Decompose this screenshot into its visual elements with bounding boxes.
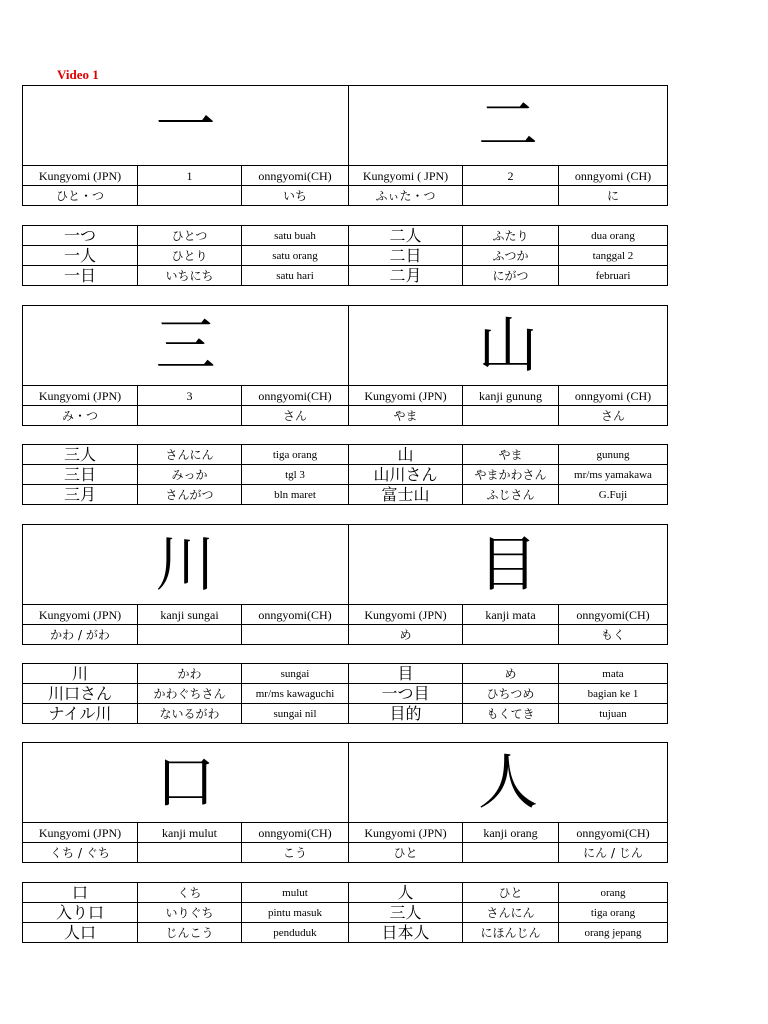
kanji-character: 山	[349, 306, 668, 386]
kunyomi-reading: かわ / がわ	[23, 625, 138, 645]
vocab-reading: ふたり	[463, 226, 559, 246]
vocab-word: 三人	[349, 903, 463, 923]
vocab-word: 入り口	[23, 903, 138, 923]
kunyomi-reading: ふぃた・つ	[349, 186, 463, 206]
vocab-reading: め	[463, 664, 559, 684]
kunyomi-label: Kungyomi (JPN)	[23, 823, 138, 843]
kunyomi-label: Kungyomi (JPN)	[23, 386, 138, 406]
vocab-reading: さんがつ	[138, 485, 242, 505]
kanji-meaning: kanji orang	[463, 823, 559, 843]
vocab-meaning: mata	[559, 664, 668, 684]
kunyomi-label: Kungyomi (JPN)	[349, 386, 463, 406]
vocab-row	[23, 883, 668, 903]
vocab-meaning: bagian ke 1	[559, 684, 668, 704]
vocab-word: 川口さん	[23, 684, 138, 704]
onyomi-reading: いち	[242, 186, 349, 206]
vocab-word: 一人	[23, 246, 138, 266]
kanji-character: 人	[349, 743, 668, 823]
kunyomi-reading: み・つ	[23, 406, 138, 426]
vocab-reading: いちにち	[138, 266, 242, 286]
kanji-meaning: 1	[138, 166, 242, 186]
vocab-meaning: tanggal 2	[559, 246, 668, 266]
kanji-card-3	[22, 524, 668, 645]
kunyomi-label: Kungyomi (JPN)	[349, 605, 463, 625]
vocab-row	[23, 266, 668, 286]
vocab-meaning: tgl 3	[242, 465, 349, 485]
vocab-reading: さんにん	[463, 903, 559, 923]
onyomi-label: onngyomi (CH)	[559, 386, 668, 406]
kanji-character: 川	[23, 525, 349, 605]
vocab-reading: ひちつめ	[463, 684, 559, 704]
vocab-word: 目	[349, 664, 463, 684]
vocab-word: 二日	[349, 246, 463, 266]
vocab-word: 二月	[349, 266, 463, 286]
kunyomi-reading: め	[349, 625, 463, 645]
vocab-meaning: orang	[559, 883, 668, 903]
vocab-row	[23, 903, 668, 923]
vocab-meaning: tiga orang	[242, 445, 349, 465]
kunyomi-reading: ひと・つ	[23, 186, 138, 206]
kunyomi-reading: ひと	[349, 843, 463, 863]
kanji-character: 一	[23, 86, 349, 166]
onyomi-reading: こう	[242, 843, 349, 863]
vocab-word: 三人	[23, 445, 138, 465]
vocab-reading: じんこう	[138, 923, 242, 943]
onyomi-reading: さん	[559, 406, 668, 426]
vocab-meaning: gunung	[559, 445, 668, 465]
kunyomi-label: Kungyomi (JPN)	[349, 823, 463, 843]
kanji-meaning: 3	[138, 386, 242, 406]
vocab-row	[23, 664, 668, 684]
vocab-reading: ひと	[463, 883, 559, 903]
vocab-word: 川	[23, 664, 138, 684]
vocab-reading: ふじさん	[463, 485, 559, 505]
vocab-meaning: tujuan	[559, 704, 668, 724]
vocab-meaning: tiga orang	[559, 903, 668, 923]
vocab-table-4	[22, 882, 668, 943]
vocab-meaning: dua orang	[559, 226, 668, 246]
vocab-meaning: orang jepang	[559, 923, 668, 943]
vocab-meaning: satu orang	[242, 246, 349, 266]
vocab-word: 口	[23, 883, 138, 903]
onyomi-reading: もく	[559, 625, 668, 645]
vocab-reading: にほんじん	[463, 923, 559, 943]
empty-cell	[463, 843, 559, 863]
kunyomi-label: Kungyomi (JPN)	[23, 166, 138, 186]
onyomi-reading: に	[559, 186, 668, 206]
kunyomi-label: Kungyomi ( JPN)	[349, 166, 463, 186]
kanji-meaning: 2	[463, 166, 559, 186]
onyomi-label: onngyomi(CH)	[242, 823, 349, 843]
vocab-meaning: satu hari	[242, 266, 349, 286]
vocab-reading: いりぐち	[138, 903, 242, 923]
kanji-character: 目	[349, 525, 668, 605]
onyomi-label: onngyomi(CH)	[242, 166, 349, 186]
vocab-meaning: pintu masuk	[242, 903, 349, 923]
vocab-reading: やまかわさん	[463, 465, 559, 485]
onyomi-label: onngyomi (CH)	[559, 166, 668, 186]
kunyomi-reading: やま	[349, 406, 463, 426]
vocab-row	[23, 445, 668, 465]
kanji-meaning: kanji mata	[463, 605, 559, 625]
onyomi-reading	[242, 625, 349, 645]
vocab-meaning: februari	[559, 266, 668, 286]
vocab-reading: かわ	[138, 664, 242, 684]
vocab-reading: ふつか	[463, 246, 559, 266]
vocab-reading: さんにん	[138, 445, 242, 465]
onyomi-label: onngyomi(CH)	[559, 823, 668, 843]
empty-cell	[463, 625, 559, 645]
vocab-meaning: penduduk	[242, 923, 349, 943]
vocab-row	[23, 465, 668, 485]
empty-cell	[138, 406, 242, 426]
vocab-reading: やま	[463, 445, 559, 465]
vocab-word: 三日	[23, 465, 138, 485]
kanji-meaning: kanji mulut	[138, 823, 242, 843]
vocab-meaning: mr/ms yamakawa	[559, 465, 668, 485]
vocab-row	[23, 684, 668, 704]
onyomi-reading: さん	[242, 406, 349, 426]
vocab-word: 一つ	[23, 226, 138, 246]
vocab-reading: くち	[138, 883, 242, 903]
vocab-meaning: mr/ms kawaguchi	[242, 684, 349, 704]
vocab-word: 富士山	[349, 485, 463, 505]
onyomi-label: onngyomi(CH)	[242, 386, 349, 406]
vocab-reading: ないるがわ	[138, 704, 242, 724]
empty-cell	[463, 186, 559, 206]
vocab-table-2	[22, 444, 668, 505]
vocab-meaning: mulut	[242, 883, 349, 903]
kunyomi-reading: くち / ぐち	[23, 843, 138, 863]
vocab-row	[23, 246, 668, 266]
vocab-table-3	[22, 663, 668, 724]
vocab-reading: ひとり	[138, 246, 242, 266]
vocab-table-1	[22, 225, 668, 286]
vocab-word: 三月	[23, 485, 138, 505]
vocab-word: 人口	[23, 923, 138, 943]
vocab-row	[23, 226, 668, 246]
vocab-meaning: satu buah	[242, 226, 349, 246]
empty-cell	[138, 186, 242, 206]
vocab-word: 二人	[349, 226, 463, 246]
kanji-card-1	[22, 85, 668, 206]
kanji-card-2	[22, 305, 668, 426]
vocab-row	[23, 485, 668, 505]
vocab-word: 山川さん	[349, 465, 463, 485]
empty-cell	[463, 406, 559, 426]
vocab-reading: みっか	[138, 465, 242, 485]
onyomi-label: onngyomi(CH)	[242, 605, 349, 625]
vocab-word: 山	[349, 445, 463, 465]
vocab-word: 目的	[349, 704, 463, 724]
onyomi-label: onngyomi(CH)	[559, 605, 668, 625]
onyomi-reading: にん / じん	[559, 843, 668, 863]
kanji-card-4	[22, 742, 668, 863]
document-title: Video 1	[57, 67, 99, 82]
vocab-meaning: sungai nil	[242, 704, 349, 724]
kanji-character: 口	[23, 743, 349, 823]
empty-cell	[138, 843, 242, 863]
vocab-meaning: sungai	[242, 664, 349, 684]
vocab-word: 一つ目	[349, 684, 463, 704]
empty-cell	[138, 625, 242, 645]
vocab-meaning: bln maret	[242, 485, 349, 505]
vocab-reading: にがつ	[463, 266, 559, 286]
vocab-reading: ひとつ	[138, 226, 242, 246]
vocab-word: 人	[349, 883, 463, 903]
vocab-word: ナイル川	[23, 704, 138, 724]
vocab-row	[23, 704, 668, 724]
kanji-character: 三	[23, 306, 349, 386]
kanji-character: 二	[349, 86, 668, 166]
vocab-reading: かわぐちさん	[138, 684, 242, 704]
kanji-meaning: kanji sungai	[138, 605, 242, 625]
kanji-meaning: kanji gunung	[463, 386, 559, 406]
vocab-word: 日本人	[349, 923, 463, 943]
vocab-meaning: G.Fuji	[559, 485, 668, 505]
vocab-reading: もくてき	[463, 704, 559, 724]
kunyomi-label: Kungyomi (JPN)	[23, 605, 138, 625]
vocab-row	[23, 923, 668, 943]
vocab-word: 一日	[23, 266, 138, 286]
